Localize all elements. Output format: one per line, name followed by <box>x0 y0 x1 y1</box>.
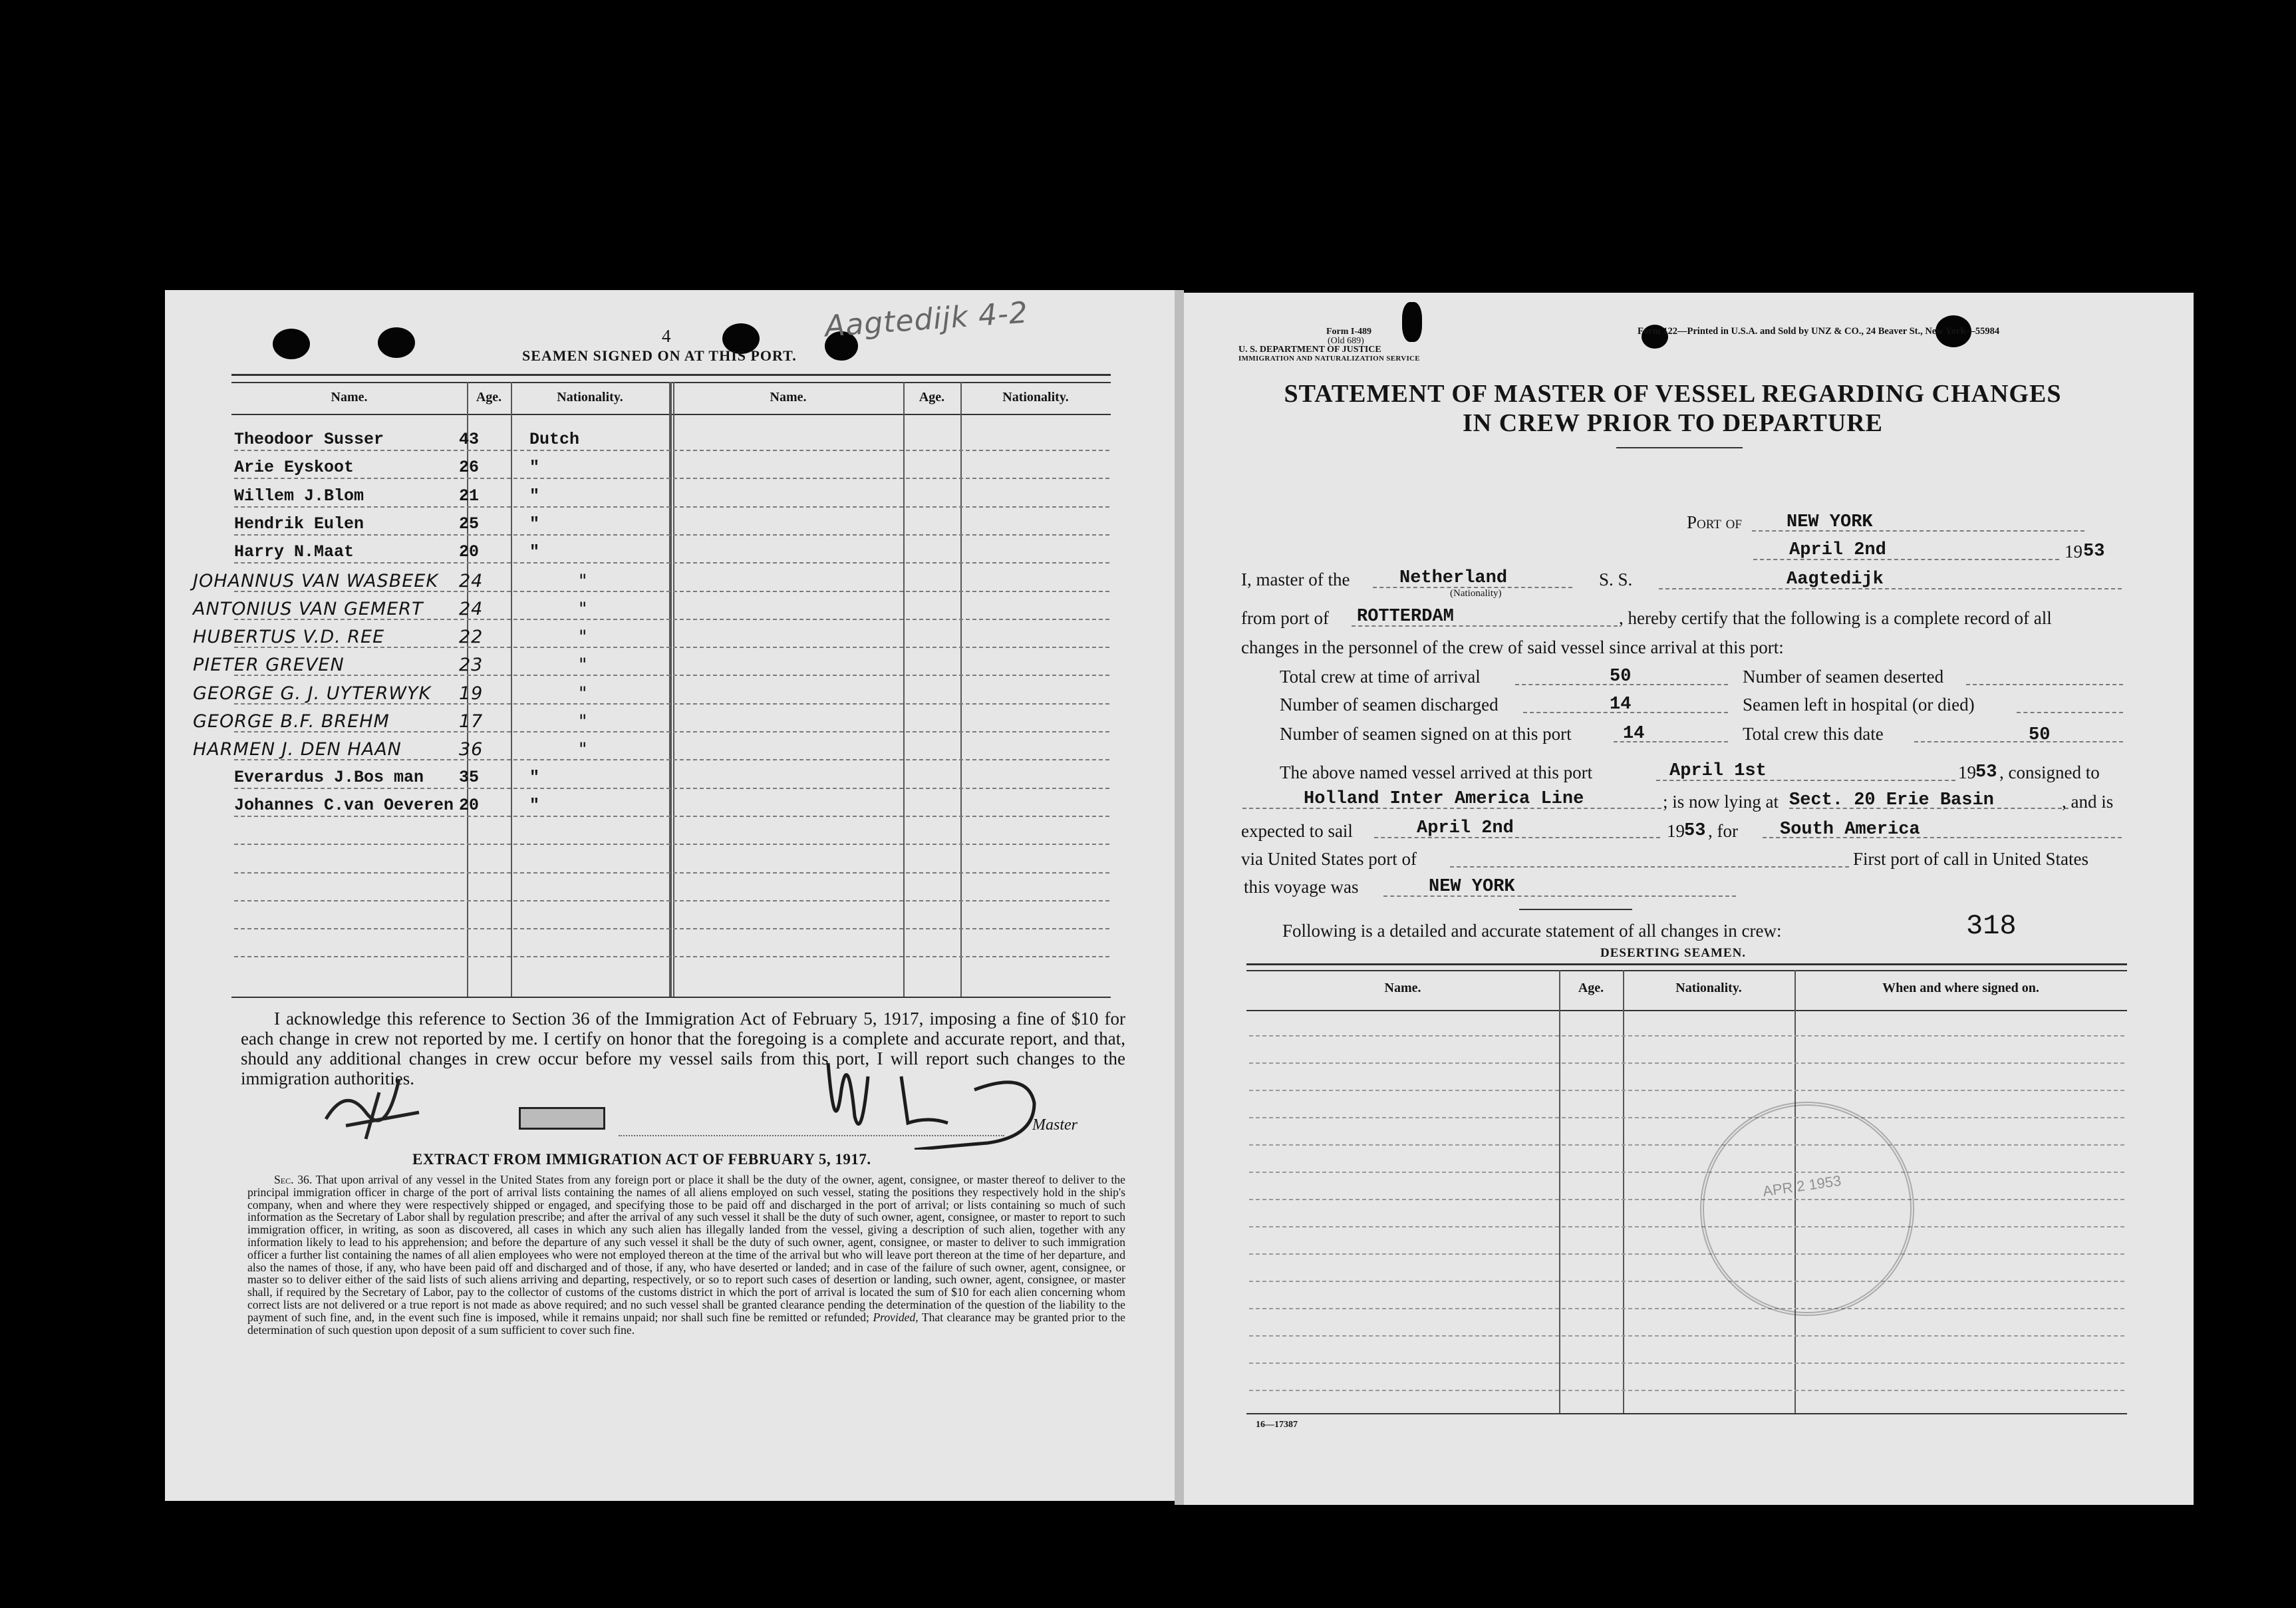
row-line <box>234 450 1109 451</box>
deserting-col-nationality: Nationality. <box>1675 981 1742 995</box>
consignee-line <box>1242 808 1661 809</box>
section-label: Sec. 36. <box>274 1173 313 1186</box>
master-label: Master <box>1032 1116 1077 1134</box>
stat-line <box>2017 712 2123 713</box>
berth-line <box>1789 808 2069 809</box>
row-line <box>234 928 1109 929</box>
expected-label: expected to sail <box>1241 821 1353 841</box>
stat-line <box>1515 684 1728 685</box>
deserting-title: DESERTING SEAMEN. <box>1600 946 1747 960</box>
first-port: NEW YORK <box>1429 877 1515 897</box>
sail-year: 53 <box>1684 821 1706 841</box>
seaman-nationality: " <box>529 796 540 815</box>
ss-label: S. S. <box>1599 569 1633 589</box>
signature-scribble <box>319 1072 426 1146</box>
department: U. S. DEPARTMENT OF JUSTICE <box>1238 345 1381 355</box>
certify-text: , hereby certify that the following is a complete record of all <box>1619 608 2052 628</box>
master-of-label: I, master of the <box>1241 569 1350 589</box>
seaman-name: HUBERTUS V.D. REE <box>193 627 385 647</box>
row-line <box>1249 1253 2124 1255</box>
immigration-stamp <box>1700 1102 1914 1316</box>
table-top-rule <box>231 374 1111 376</box>
provided-word: Provided, <box>873 1310 919 1324</box>
changes-text: changes in the personnel of the crew of said vessel since arrival at this port: <box>1241 637 1784 657</box>
arrival-year-prefix: 19 <box>1958 762 1976 782</box>
seaman-name: Johannes C.van Oeveren <box>234 796 454 815</box>
seaman-age: 19 <box>459 683 484 704</box>
title-underline <box>1616 447 1743 448</box>
row-line <box>234 562 1109 563</box>
total-arrival-label: Total crew at time of arrival <box>1280 667 1481 687</box>
form-serial-number: 318 <box>1966 910 2017 942</box>
row-line <box>234 534 1109 536</box>
seaman-name: HARMEN J. DEN HAAN <box>193 739 402 760</box>
discharged-value: 14 <box>1610 695 1632 715</box>
deserting-col-when-where: When and where signed on. <box>1882 981 2039 995</box>
seaman-name: GEORGE B.F. BREHM <box>193 711 390 732</box>
seaman-name: Theodoor Susser <box>234 430 384 449</box>
seaman-age: 43 <box>459 430 480 449</box>
row-line <box>1249 1281 2124 1282</box>
printer-line: Form 122—Printed in U.S.A. and Sold by UNZ & CO., 24 Beaver St., New York—55984 <box>1638 326 2000 337</box>
seaman-age: 24 <box>459 571 484 591</box>
col-header-age-2: Age. <box>919 390 945 404</box>
stat-line <box>1966 684 2123 685</box>
right-page <box>1183 293 2194 1505</box>
destination-line <box>1763 837 2122 838</box>
col-divider <box>960 382 962 997</box>
arrived-label: The above named vessel arrived at this port <box>1280 762 1593 782</box>
seaman-nationality: " <box>529 514 540 534</box>
port-label: Port of <box>1687 512 1742 532</box>
row-line <box>1249 1090 2124 1091</box>
from-port-value: ROTTERDAM <box>1357 607 1454 627</box>
via-label: via United States port of <box>1241 849 1417 869</box>
sail-line <box>1374 837 1660 838</box>
page-number: 4 <box>662 326 671 346</box>
form-title-line2: IN CREW PRIOR TO DEPARTURE <box>1462 409 1884 437</box>
extract-title: EXTRACT FROM IMMIGRATION ACT OF FEBRUARY 5, 1917. <box>412 1151 871 1168</box>
nationality-value: Netherland <box>1399 568 1508 588</box>
row-line <box>234 900 1109 901</box>
row-line <box>1249 1335 2124 1337</box>
row-line <box>234 956 1109 957</box>
seaman-nationality: " <box>579 655 588 675</box>
from-port-label: from port of <box>1241 608 1329 628</box>
consignee: Holland Inter America Line <box>1304 789 1584 809</box>
row-line <box>1249 1117 2124 1118</box>
col-header-name: Name. <box>331 390 368 404</box>
row-line <box>234 788 1109 789</box>
seaman-age: 36 <box>459 739 484 760</box>
following-text: Following is a detailed and accurate statement of all changes in crew: <box>1282 921 1782 941</box>
seaman-name: GEORGE G. J. UYTERWYK <box>193 683 432 704</box>
vessel-name: Aagtedijk <box>1787 569 1884 589</box>
form-old: (Old 689) <box>1328 336 1364 346</box>
seaman-age: 23 <box>459 655 484 675</box>
port-value: NEW YORK <box>1787 512 1873 532</box>
deserting-table-top <box>1246 963 2127 965</box>
lying-label: ; is now lying at <box>1663 792 1779 812</box>
seaman-name: JOHANNUS VAN WASBEEK <box>193 571 439 591</box>
row-line <box>234 478 1109 479</box>
nationality-caption: (Nationality) <box>1450 588 1502 599</box>
col-header-age: Age. <box>476 390 502 404</box>
voyage-label: this voyage was <box>1244 877 1359 897</box>
port-line <box>1752 530 2084 532</box>
sail-year-prefix: 19 <box>1667 821 1685 841</box>
destination: South America <box>1780 820 1920 840</box>
col-divider <box>903 382 905 997</box>
and-is-text: , and is <box>2062 792 2114 812</box>
punch-hole <box>273 329 310 359</box>
col-divider <box>673 382 674 997</box>
arrival-date: April 1st <box>1669 761 1767 781</box>
stat-line <box>1914 741 2123 742</box>
seaman-name: Hendrik Eulen <box>234 514 364 534</box>
col-header-name-2: Name. <box>770 390 807 404</box>
table-bottom-rule <box>231 997 1111 998</box>
row-line <box>1249 1172 2124 1173</box>
date-line <box>1753 559 2059 560</box>
deserting-table-bottom <box>1246 1413 2127 1414</box>
row-line <box>1249 1035 2124 1037</box>
seaman-nationality: " <box>579 739 588 760</box>
seaman-nationality: " <box>529 542 540 562</box>
hospital-label: Seamen left in hospital (or died) <box>1743 695 1975 715</box>
service: IMMIGRATION AND NATURALIZATION SERVICE <box>1238 355 1420 363</box>
row-line <box>234 872 1109 874</box>
col-divider <box>669 382 672 997</box>
seaman-age: 25 <box>459 514 480 534</box>
row-line <box>1249 1363 2124 1364</box>
form-title-line1: STATEMENT OF MASTER OF VESSEL REGARDING CHANGES <box>1284 380 2062 408</box>
seaman-age: 24 <box>459 599 484 619</box>
sail-date: April 2nd <box>1417 818 1514 838</box>
seaman-name: Harry N.Maat <box>234 542 355 562</box>
seaman-nationality: " <box>579 627 588 647</box>
stamp-text: APR 2 1953 <box>1761 1172 1842 1200</box>
signed-on-label: Number of seamen signed on at this port <box>1280 724 1572 744</box>
seaman-age: 26 <box>459 458 480 477</box>
total-date-value: 50 <box>2029 725 2051 745</box>
first-port-line <box>1383 895 1736 897</box>
statement-year: 53 <box>2083 542 2105 562</box>
stat-line <box>1523 712 1728 713</box>
section-title: SEAMEN SIGNED ON AT THIS PORT. <box>522 347 797 364</box>
for-label: , for <box>1708 821 1738 841</box>
acknowledgement-text: I acknowledge this reference to Section 36 of the Immigration Act of February 5, 1917, imposing a fine of $10 for each change in crew not reported by me. I certify on honor that the foregoing is a complete and accurate report, and that, should any additional changes in crew occur before my vessel sails from this port, I will report such changes to the immigration authorities. <box>241 1009 1125 1088</box>
row-line <box>1249 1062 2124 1064</box>
seaman-age: 35 <box>459 768 480 787</box>
statement-date: April 2nd <box>1789 540 1886 560</box>
punch-hole <box>1402 302 1422 342</box>
seaman-age: 17 <box>459 711 484 732</box>
year-prefix: 19 <box>2065 542 2082 562</box>
total-date-label: Total crew this date <box>1743 724 1884 744</box>
punch-hole <box>378 327 415 358</box>
signed-on-value: 14 <box>1623 724 1645 744</box>
deserted-label: Number of seamen deserted <box>1743 667 1944 687</box>
seaman-name: Arie Eyskoot <box>234 458 355 477</box>
footer-code: 16—17387 <box>1256 1420 1298 1430</box>
first-port-label: First port of call in United States <box>1853 849 2088 869</box>
deserting-col-age: Age. <box>1578 981 1604 995</box>
row-line <box>1249 1308 2124 1309</box>
page-gutter <box>1175 290 1184 1505</box>
row-line <box>1249 1390 2124 1391</box>
via-line <box>1450 866 1849 868</box>
stat-line <box>1614 741 1728 742</box>
vessel-line <box>1659 588 2122 589</box>
col-divider <box>511 382 512 997</box>
row-line <box>1249 1226 2124 1227</box>
form-number: Form I-489 <box>1326 327 1372 337</box>
seaman-age: 21 <box>459 486 480 506</box>
divider-short <box>1519 909 1632 910</box>
seaman-nationality: " <box>579 571 588 591</box>
signature-line <box>619 1135 1004 1136</box>
from-port-line <box>1352 625 1618 627</box>
row-line <box>1249 1199 2124 1200</box>
extract-body <box>247 1174 1125 1336</box>
extract-tail: That clearance may be granted prior to the determination of such question upon deposit of a sum sufficient to cover such fine. <box>247 1310 1125 1337</box>
deserting-col-name: Name. <box>1384 981 1421 995</box>
row-line <box>234 506 1109 508</box>
extract-text: That upon arrival of any vessel in the United States from any foreign port or place it shall be the duty of the owner, agent, consignee, or master thereof to deliver to the principal immigration officer in charge of the port of arrival lists containing the names of all aliens employed on such vessel, stating the positions they respectively hold in the ship's company, when and where they were respectively shipped or engaged, and specifying those to be paid off and discharged in the port of arrival; or lists containing so much of such information as the Secretary of Labor shall by regulation prescribe; and after the arrival of any such vessel it shall be the duty of such owner, agent, consignee, or master to report to such immigration officer, in writing, as soon as discovered, all cases in which any such alien has illegally landed from the vessel, giving a description of such alien, together with any information likely to lead to his apprehension; and before the departure of any such vessel it shall be the duty of such owner, agent, consignee, or master to deliver to such immigration officer a further list containing the names of all alien employees who were not employed thereon at the time of the arrival but who will leave port thereon at the time of her departure, and also the names of those, if any, who have been paid off and discharged and of those, if any, who have deserted or landed; and in case of the failure of such owner, agent, consignee, or master so to deliver either of the said lists of such aliens arriving and departing, respectively, or so to report such cases of desertion or landing, such owner, agent, consignee, or master shall, if required by the Secretary of Labor, pay to the collector of customs of the customs district in which the port of arrival is located the sum of $10 for each alien concerning whom correct lists are not delivered or a true report is not made as above required; and no such vessel shall be granted clearance pending the determination of the question of the liability to the payment of such fine, and, in the event such fine is imposed, while it remains unpaid; nor shall such fine be remitted or refunded; <box>247 1173 1125 1324</box>
deserting-table-top <box>1246 970 2127 971</box>
berth: Sect. 20 Erie Basin <box>1789 790 1994 810</box>
seaman-nationality: " <box>529 458 540 477</box>
seaman-name: Willem J.Blom <box>234 486 364 506</box>
arrival-year: 53 <box>1975 762 1997 782</box>
seaman-age: 20 <box>459 542 480 562</box>
seaman-name: ANTONIUS VAN GEMERT <box>193 599 424 619</box>
row-line <box>234 844 1109 845</box>
row-line <box>1249 1144 2124 1146</box>
consigned-label: , consigned to <box>1999 762 2100 782</box>
col-header-nationality: Nationality. <box>557 390 623 404</box>
col-header-nationality-2: Nationality. <box>1002 390 1069 404</box>
seaman-nationality: " <box>529 486 540 506</box>
seaman-name: PIETER GREVEN <box>193 655 345 675</box>
arrival-line <box>1656 780 1955 781</box>
seaman-nationality: " <box>579 599 588 619</box>
stamp-box <box>519 1107 605 1130</box>
deserting-header-rule <box>1246 1010 2127 1011</box>
row-line <box>234 816 1109 817</box>
seaman-name: Everardus J.Bos man <box>234 768 424 787</box>
seaman-age: 20 <box>459 796 480 815</box>
seaman-nationality: " <box>579 711 588 732</box>
total-arrival-value: 50 <box>1610 667 1632 687</box>
seaman-nationality: " <box>529 768 540 787</box>
seaman-nationality: Dutch <box>529 430 580 449</box>
handwritten-note: Aagtedijk 4-2 <box>823 295 1030 344</box>
seaman-nationality: " <box>579 683 588 704</box>
seaman-age: 22 <box>459 627 484 647</box>
discharged-label: Number of seamen discharged <box>1280 695 1499 715</box>
